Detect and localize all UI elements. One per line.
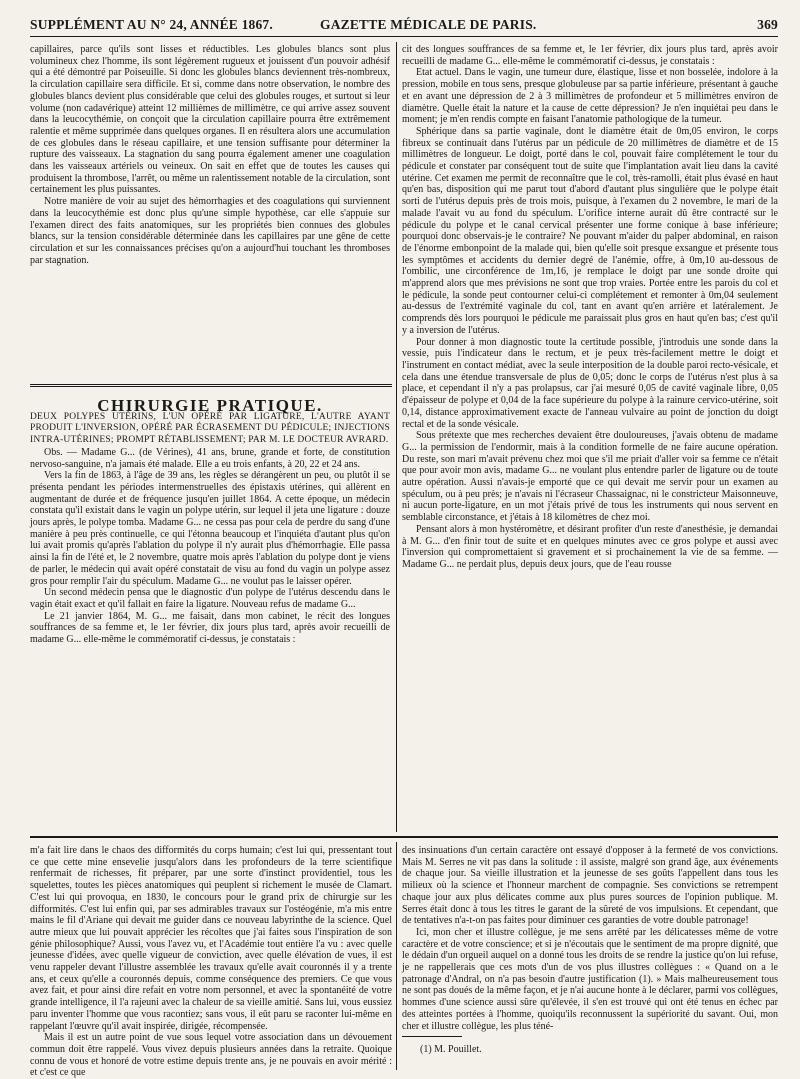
article-heading: DEUX POLYPES UTÉRINS, L'UN OPÉRÉ PAR LIGATURE, L'AUTRE AYANT PRODUIT L'INVERSION, OPÉRÉ PAR ÉCRASEMENT DU PÉDICULE; INJECTIONS INTRA-UTÉRINES; PROMPT RÉTABLISSEMENT; PAR M. LE DOCTEUR AVRARD.: [30, 411, 390, 446]
column-right-bottom: [402, 845, 778, 1030]
paragraph: m'a fait lire dans le chaos des difformités du corps humain; c'est lui qui, pressentant tout ce que cette mine ensevelie jusqu'alors dans les profondeurs de la terre scientifique renfermait de richesses, fit préparer, par une sorte d'instinct providentiel, tous les squelettes, toutes les pièces anatomiques qui peuplent si richement le musée de Clamart. C'est lui qui provoqua, en 1830, le concours pour le grand prix de chirurgie sur les difformités. C'est lui enfin qui, par ses admirables travaux sur l'ostéogénie, m'a mis entre mains le fil d'Ariane qui devait me guider dans ce nouveau labyrinthe de la science. Quel autre mieux que lui pouvait apprécier les récoltes que j'ai faites sous l'inspiration de son génie philosophique? Aussi, vous l'avez vu, et l'Académie tout entière l'a vu : avec quelle jeunesse d'idées, avec quelle vigueur de conviction, avec quelle élévation de vues, il est venu rappeler devant l'illustre assemblée les travaux qu'elle avait couronnés il y a trente ans, et ceux qu'elle a couronnés depuis, comme conséquence des premiers. Ce que vous avez fait, et pour ainsi dire refait en votre nom personnel, et avec la spontanéité de votre grande intelligence, il l'a rajeuni avec la chaleur de sa vieille amitié. Sans lui, vous eussiez paru inventer l'homme que vous racontiez; sans vous, il eût paru se raconter lui-même en rappelant l'œuvre qu'il avait inspirée, dirigée, récompensée.: [30, 845, 392, 1032]
paragraph: Un second médecin pensa que le diagnostic d'un polype de l'utérus descendu dans le vagin était exact et qu'il fallait en faire la ligature. Nouveau refus de madame G...: [30, 587, 390, 610]
paragraph: des insinuations d'un certain caractère ont essayé d'opposer à la fermeté de vos convictions. Mais M. Serres ne vit pas dans la solitude : il assiste, malgré son grand âge, aux événements de chaque jour. Sa vieille illustration et la jeunesse de ses goûts l'appellent dans tous les milieux où la science et l'honneur marchent de compagnie. Ses convictions se retrempent chaque jour aux plus délicates comme aux plus pures sources de l'opinion publique. M. Serres était donc à tous les titres le garant de la sûreté de vos impulsions. Et cependant, que de tentatives n'a-t-on pas faites pour diminuer ces garanties de votre double patronage!: [402, 845, 778, 927]
paragraph: Le 21 janvier 1864, M. G... me faisait, dans mon cabinet, le récit des longues souffrances de sa femme et, le 1er février, dix jours plus tard, après avoir recueilli de madame G... elle-même le commémoratif ci-dessus, je constatais :: [30, 610, 390, 646]
section-divider: [30, 384, 392, 387]
paragraph: Sphérique dans sa partie vaginale, dont le diamètre était de 0m,05 environ, le corps fibreux se continuait dans l'utérus par un pédicule de 20 millimètres de diamètre et de 15 millimètres de longueur. Le doigt, porté dans le col, pouvait faire complétement le tour du pédicule et constater par conséquent tout de suite que l'implantation avait lieu dans la cavité utérine. Cet examen me permit de reconnaître que le col, très-ramolli, était plus évasé en haut qu'en bas, disposition qui me parut tout d'abord d'autant plus singulière que le polype était sorti de l'utérus depuis près de trois mois, puisque, à l'examen du 2 novembre, le mari de la malade l'avait vu au fond du spéculum. L'orifice interne aurait dû être contracté sur le pédicule du polype et le canal cervical présenter une forme conique à base inférieure; pourquoi donc observais-je le contraire? Ne pouvant m'aider du palper abdominal, en raison de l'énorme embonpoint de la malade qui, bien qu'elle soit presque exsangue et présente tous les symptômes et accidents du dernier degré de l'anémie, offre, à 0m,10 au-dessous de l'ombilic, une circonférence de 1m,16, je remplace le doigt par une sonde droite qui m'apprend alors que mes prévisions ne sont que trop vraies. Portée entre les parois du col et le pédicule, la sonde peut contourner celui-ci complétement et remonter à 0m,04 seulement au-dessus de l'extrémité vaginale du col, tant en avant qu'en arrière et latéralement. Je comprends dès lors pourquoi le pédicule me paraissait plus gros en haut qu'en bas; c'est qu'il y a inversion de l'utérus.: [402, 125, 778, 336]
supplement-label: SUPPLÉMENT AU N° 24, ANNÉE 1867.: [30, 17, 273, 32]
paragraph: Pensant alors à mon hystéromètre, et désirant profiter d'un reste d'anesthésie, je demandai à M. G... d'en finir tout de suite et en quelques minutes avec ce gros polype et aussi avec l'inversion qui compromettaient si gravement et si prochainement la vie de sa femme. — Madame G... ne perdait plus, depuis deux jours, que de l'eau rousse: [402, 523, 778, 570]
footnote: (1) M. Pouillet.: [420, 1044, 482, 1055]
paragraph: Obs. — Madame G... (de Vérines), 41 ans, brune, grande et forte, de constitution nervoso-sanguine, n'a jamais été malade. Elle a eu trois enfants, à 20, 22 et 24 ans.: [30, 446, 390, 470]
column-left-top: [30, 44, 390, 374]
paragraph: Ici, mon cher et illustre collègue, je me sens arrêté par les délicatesses même de votre caractère et de votre conscience; et si je n'écoutais que le sentiment de ma propre dignité, que le dédain d'un orgueil auquel on a donné tous les droits de se rendre la justice qu'on lui refuse, je ne rappellerais que ces mots d'un de vos plus illustres collègues : « Quand on a le patronage d'Andral, on n'a pas besoin d'autre justification (1). » Mais malheureusement tous ne sont pas doués de la même façon, et je n'ai aucune honte à le déclarer, parmi vos collègues, hommes d'une science aussi sûre qu'élevée, il s'en est trouvé qui ont été tenus en échec par des atteintes portées à l'homme, quoiqu'ils reconnussent la supériorité du savant. Oui, mon cher et illustre collègue, les plus téné-: [402, 926, 778, 1032]
paragraph: Pour donner à mon diagnostic toute la certitude possible, j'introduis une sonde dans la vessie, puis l'indicateur dans le rectum, et je peux très-facilement mettre le doigt et l'instrument en contact médiat, avec la seule interposition de la double paroi recto-vésicale, et cela dans une étendue transversale de plus de 0,05; donc le corps de l'utérus n'est plus à sa place, et cependant il n'y a pas prolapsus, car j'ai mesuré 0,05 de cavité vaginale libre, 0,05 d'épaisseur de polype et 0,04 de la face supérieure du polype à la rainure cervico-utérine, soit 0,14, distance approximativement exacte de l'anneau vulvaire au point de jonction du doigt rectal et de la sonde vésicale.: [402, 336, 778, 430]
paragraph: cit des longues souffrances de sa femme et, le 1er février, dix jours plus tard, après avoir recueilli de madame G... elle-même le commémoratif ci-dessus, je constatais :: [402, 44, 778, 67]
column-divider: [396, 842, 397, 1070]
paragraph: capillaires, parce qu'ils sont lisses et réductibles. Les globules blancs sont plus volumineux chez l'homme, ils sont légèrement rugueux et jouissent d'un pouvoir adhésif qui a été démontré par Poiseuille. Si donc les globules blancs deviennent très-nombreux, la circulation capillaire sera difficile. Et si, comme dans notre observation, le nombre des globules blancs devient plus considérable que celui des globules rouges, et surtout si leur volume (non cadavérique) atteint 12 millièmes de millimètre, ce qui arrive assez souvent dans la leucocythémie, on conçoit que la circulation capillaire pourra être extrêmement ralentie et même supprimée dans quelques organes. Il en résultera alors une accumulation de ces globules dans le réseau capillaire, et une tension suffisante pour déterminer la rupture des vaisseaux. La stagnation du sang pourra également amener une coagulation dans les vaisseaux artériels ou veineux. On sait en effet que de toutes les causes qui produisent la thrombose, l'arrêt, ou même un ralentissement notable de la circulation, sont certainement les plus puissantes.: [30, 44, 390, 196]
page-number: 369: [757, 17, 778, 32]
paragraph: Notre manière de voir au sujet des hémorrhagies et des coagulations qui surviennent dans la leucocythémie est donc plus qu'une simple hypothèse, car elle s'appuie sur l'examen direct des faits anatomiques, sur les propriétés bien connues des globules blancs, sur la tension considérable déterminée dans les capillaires par une gêne de cette circulation et sur les connaissances précises qu'on a aujourd'hui touchant les thromboses par stagnation.: [30, 196, 390, 266]
footnote-divider: [402, 1036, 462, 1037]
paragraph: Etat actuel. Dans le vagin, une tumeur dure, élastique, lisse et non bosselée, indolore à la pression, mobile en tous sens, presque globuleuse par sa partie inférieure, présentant à gauche et en avant une dépression de 2 à 3 millimètres de profondeur et 5 millimètres environ de diamètre. Quelle était la nature et la cause de cette dépression? Je n'en inquiétai peu dans le moment; je m'en rendis compte en faisant l'anatomie pathologique de la tumeur.: [402, 67, 778, 126]
section-title: CHIRURGIE PRATIQUE.: [97, 396, 323, 415]
paragraph: Mais il est un autre point de vue sous lequel votre association dans un dévouement commun doit être rappelé. Vous vivez depuis plusieurs années dans la retraite. Quoique connu de vous et honoré de votre estime depuis trente ans, je ne pouvais en avoir mérité : et c'est ce que: [30, 1032, 392, 1079]
column-divider: [396, 42, 397, 832]
page-header: [30, 14, 778, 37]
paragraph: Vers la fin de 1863, à l'âge de 39 ans, les règles se dérangèrent un peu, ou plutôt il se présenta pendant les périodes intermenstruelles des épistaxis utérines, qui allèrent en augmentant de durée et de fréquence jusqu'en juillet 1864. A cette époque, un médecin constata qu'il existait dans le vagin un polype utérin, sur lequel il jeta une ligature : douze jours après, le polype tomba. Madame G... ne cessa pas pour cela de perdre du sang d'une manière à peu près continuelle, ce qui l'étonna beaucoup et l'inquiéta d'autant plus qu'on lui avait promis qu'après l'ablation du polype il n'y aurait plus d'hémorrhagie. Elle passa ainsi la fin de l'été et, le 2 novembre, quatre mois après l'ablation du polype dont je viens de parler, le médecin qui avait opéré constatait de visu au fond du vagin un polype assez gros pour remplir l'air du spéculum. Madame G... ne voulut pas le laisser opérer.: [30, 470, 390, 587]
paragraph: Sous prétexte que mes recherches devaient être douloureuses, j'avais obtenu de madame G... la permission de l'endormir, mais à la condition formelle de ne faire aucune opération. Du reste, son mari m'avait prévenu chez moi que s'il me priait d'aller voir sa femme ce n'était que pour avoir mon avis, madame G... ne voulant plus entendre parler de ligature ou de toute autre opération. Aussi n'avais-je emporté que ce qui devait me servir pour un examen au spéculum, ou à peu près; je n'avais ni l'écraseur Chassaignac, ni le constricteur Maisonneuve, ni aucun porte-ligature, en un mot j'étais privé de tous les instruments qui nous servent en semblable circonstance, et j'étais à 18 kilomètres de chez moi.: [402, 430, 778, 524]
surgery-article: [30, 396, 390, 830]
horizontal-divider: [30, 836, 778, 838]
column-right-top: [402, 44, 778, 830]
journal-title: GAZETTE MÉDICALE DE PARIS.: [320, 17, 537, 32]
column-left-bottom: [30, 845, 392, 1079]
